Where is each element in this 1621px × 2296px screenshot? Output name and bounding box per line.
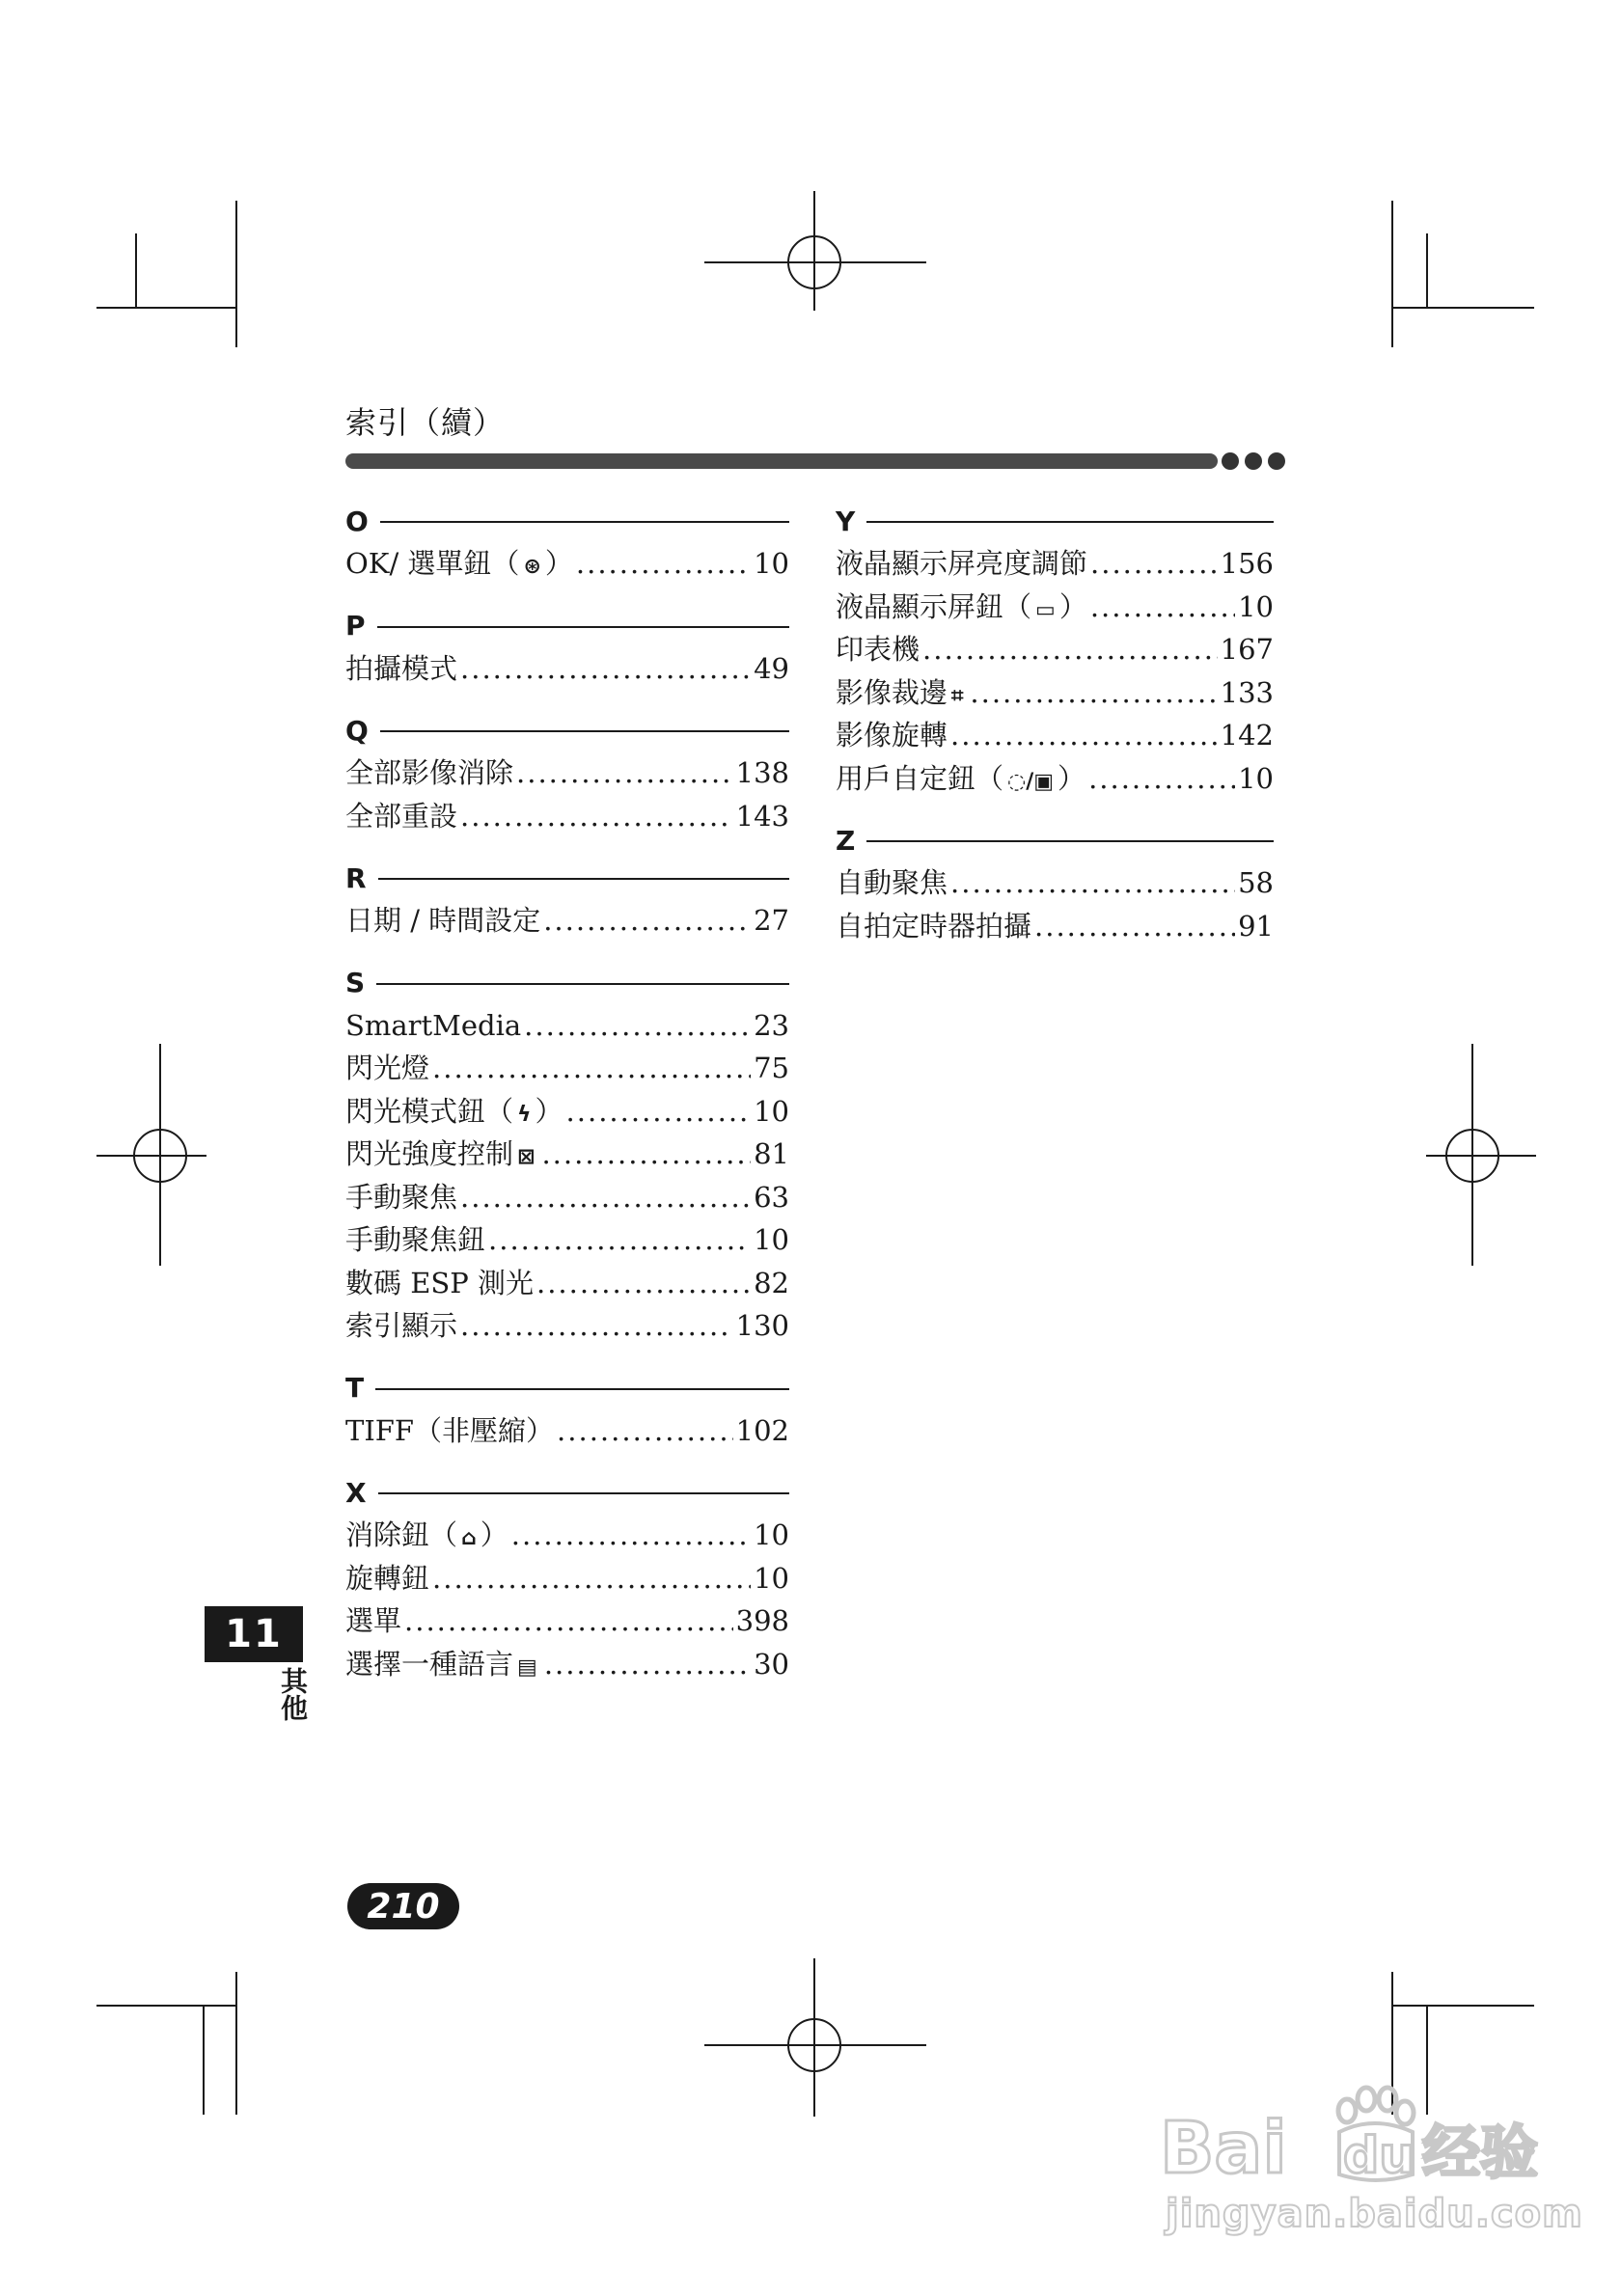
entry-page-number: 23 bbox=[754, 1008, 789, 1042]
entry-name: 閃光燈 bbox=[345, 1052, 430, 1084]
index-letter: Q bbox=[345, 714, 369, 747]
dot-leader bbox=[922, 628, 1218, 671]
entry-page-number: 10 bbox=[754, 1094, 789, 1128]
rule-dot-1 bbox=[1222, 452, 1239, 470]
entry-name: SmartMedia bbox=[345, 1008, 522, 1042]
chapter-tab: 11 bbox=[205, 1606, 303, 1662]
index-entry bbox=[345, 1304, 789, 1348]
entry-page-number: 133 bbox=[1220, 675, 1274, 709]
entry-page-number: 10 bbox=[754, 1561, 789, 1595]
svg-text:经验: 经验 bbox=[1422, 2119, 1538, 2187]
heading-rule bbox=[375, 1388, 789, 1390]
index-entry bbox=[345, 1409, 789, 1453]
index-entry bbox=[836, 757, 1274, 801]
entry-page-number: 130 bbox=[735, 1309, 789, 1342]
entry-name: 影像旋轉 bbox=[836, 719, 948, 752]
index-entry bbox=[345, 1004, 789, 1048]
dot-leader bbox=[1088, 757, 1235, 801]
dot-leader bbox=[576, 542, 751, 586]
entry-suffix: ） bbox=[1058, 761, 1086, 795]
entry-name: 閃光模式鈕（ bbox=[345, 1094, 514, 1128]
index-letter: Z bbox=[836, 824, 856, 857]
dot-leader bbox=[543, 899, 751, 943]
dot-leader bbox=[524, 1004, 751, 1048]
index-entry bbox=[345, 1176, 789, 1219]
index-entry bbox=[345, 647, 789, 691]
index-group-heading bbox=[345, 500, 789, 542]
index-letter: R bbox=[345, 861, 367, 894]
ok-menu-icon: ⊛ bbox=[523, 555, 541, 579]
entry-page-number: 398 bbox=[735, 1604, 789, 1637]
entry-name: 消除鈕（ bbox=[345, 1518, 458, 1551]
dot-leader bbox=[460, 795, 733, 838]
entry-name: 旋轉鈕 bbox=[345, 1561, 430, 1595]
svg-text:Bai: Bai bbox=[1160, 2107, 1287, 2190]
index-group-heading bbox=[345, 962, 789, 1004]
entry-page-number: 49 bbox=[754, 651, 789, 685]
heading-rule bbox=[378, 878, 789, 880]
index-entry bbox=[345, 542, 789, 586]
index-letter: T bbox=[345, 1372, 365, 1404]
entry-page-number: 82 bbox=[754, 1266, 789, 1299]
entry-page-number: 81 bbox=[754, 1137, 789, 1170]
flash-intensity-icon: ⊠ bbox=[517, 1145, 536, 1169]
entry-page-number: 10 bbox=[754, 1518, 789, 1551]
index-group-s bbox=[345, 962, 789, 1348]
entry-page-number: 30 bbox=[754, 1647, 789, 1681]
index-group-heading bbox=[345, 1471, 789, 1514]
dot-leader bbox=[557, 1409, 733, 1453]
dot-leader bbox=[511, 1514, 751, 1557]
dot-leader bbox=[460, 647, 751, 691]
entry-page-number: 10 bbox=[1238, 589, 1274, 623]
dot-leader bbox=[1034, 905, 1235, 948]
dot-leader bbox=[970, 671, 1217, 715]
entry-page-number: 10 bbox=[754, 547, 789, 580]
entry-page-number: 102 bbox=[735, 1413, 789, 1447]
dot-leader bbox=[516, 752, 733, 795]
index-group-x bbox=[345, 1471, 789, 1685]
entry-name: 液晶顯示屏亮度調節 bbox=[836, 547, 1088, 580]
index-entry bbox=[836, 586, 1274, 629]
index-entry bbox=[345, 1643, 789, 1686]
entry-page-number: 156 bbox=[1220, 547, 1274, 580]
entry-name: 選擇一種語言 bbox=[345, 1647, 514, 1681]
index-entry bbox=[836, 905, 1274, 948]
entry-name: 選單 bbox=[345, 1604, 402, 1637]
entry-page-number: 58 bbox=[1238, 866, 1274, 899]
index-entry bbox=[345, 795, 789, 838]
entry-name: 影像裁邊 bbox=[836, 675, 948, 709]
index-group-heading bbox=[345, 709, 789, 752]
entry-page-number: 63 bbox=[754, 1180, 789, 1214]
page-number: 210 bbox=[347, 1883, 459, 1929]
entry-name: 用戶自定鈕（ bbox=[836, 761, 1004, 795]
index-letter: P bbox=[345, 610, 366, 642]
heading-rule bbox=[866, 840, 1274, 842]
index-column-left bbox=[345, 500, 789, 1705]
entry-name: 手動聚焦鈕 bbox=[345, 1223, 486, 1256]
index-entry bbox=[836, 671, 1274, 715]
index-group-z bbox=[836, 819, 1274, 947]
dot-leader bbox=[950, 861, 1235, 905]
registration-mark-top bbox=[704, 191, 926, 311]
index-column-right bbox=[836, 500, 1274, 967]
dot-leader bbox=[432, 1557, 751, 1600]
index-group-heading bbox=[836, 819, 1274, 861]
heading-rule bbox=[380, 730, 789, 732]
index-entry bbox=[345, 1047, 789, 1090]
heading-rule bbox=[377, 626, 789, 628]
entry-page-number: 91 bbox=[1238, 909, 1274, 943]
index-group-heading bbox=[836, 500, 1274, 542]
monitor-icon: ▭ bbox=[1035, 597, 1056, 622]
dot-leader bbox=[536, 1262, 751, 1305]
registration-mark-right bbox=[1426, 1044, 1536, 1266]
dot-leader bbox=[404, 1599, 733, 1643]
watermark-url: jingyan.baidu.com bbox=[1166, 2192, 1583, 2236]
dot-leader bbox=[1090, 542, 1218, 586]
entry-name: 印表機 bbox=[836, 633, 920, 666]
entry-suffix: ） bbox=[544, 547, 573, 580]
entry-page-number: 27 bbox=[754, 904, 789, 937]
dot-leader bbox=[544, 1643, 751, 1686]
heading-rule bbox=[376, 983, 789, 985]
registration-mark-bottom bbox=[704, 1958, 926, 2117]
heading-rule bbox=[380, 521, 789, 523]
index-letter: Y bbox=[836, 505, 856, 537]
index-entry bbox=[836, 542, 1274, 586]
chapter-label: 其他 bbox=[277, 1667, 309, 1721]
entry-name: TIFF（非壓縮） bbox=[345, 1413, 555, 1447]
flash-icon: ϟ bbox=[517, 1102, 532, 1127]
rule-dot-2 bbox=[1245, 452, 1262, 470]
entry-name: 日期 / 時間設定 bbox=[345, 904, 541, 937]
index-entry bbox=[836, 714, 1274, 757]
index-entry bbox=[836, 628, 1274, 671]
index-group-y bbox=[836, 500, 1274, 800]
dot-leader bbox=[488, 1218, 751, 1262]
entry-name: 液晶顯示屏鈕（ bbox=[836, 589, 1032, 623]
section-title: 索引（續） bbox=[345, 404, 506, 441]
entry-suffix: ） bbox=[535, 1094, 563, 1128]
dot-leader bbox=[566, 1090, 752, 1134]
dot-leader bbox=[1090, 586, 1235, 629]
heading-rule bbox=[378, 1492, 789, 1494]
baidu-jingyan-logo bbox=[1158, 2084, 1544, 2190]
index-entry bbox=[345, 1133, 789, 1176]
index-group-t bbox=[345, 1367, 789, 1453]
entry-name: 索引顯示 bbox=[345, 1309, 458, 1342]
erase-icon: ⌂ bbox=[461, 1526, 477, 1550]
title-rule-bar bbox=[345, 453, 1218, 469]
entry-page-number: 142 bbox=[1220, 719, 1274, 752]
entry-suffix: ） bbox=[1058, 589, 1087, 623]
index-group-p bbox=[345, 605, 789, 691]
language-icon: ▤ bbox=[517, 1654, 537, 1680]
index-group-heading bbox=[345, 605, 789, 647]
entry-page-number: 10 bbox=[754, 1223, 789, 1256]
svg-text:du: du bbox=[1343, 2127, 1415, 2185]
dot-leader bbox=[541, 1133, 751, 1176]
index-group-q bbox=[345, 709, 789, 837]
entry-name: 手動聚焦 bbox=[345, 1180, 458, 1214]
entry-name: 全部重設 bbox=[345, 799, 458, 833]
entry-page-number: 10 bbox=[1238, 761, 1274, 795]
entry-page-number: 167 bbox=[1220, 633, 1274, 666]
entry-page-number: 143 bbox=[735, 799, 789, 833]
index-letter: O bbox=[345, 505, 369, 537]
dot-leader bbox=[950, 714, 1218, 757]
entry-page-number: 138 bbox=[735, 756, 789, 789]
index-entry bbox=[345, 899, 789, 943]
index-letter: X bbox=[345, 1476, 367, 1509]
rule-dot-3 bbox=[1268, 452, 1285, 470]
trim-icon: ⌗ bbox=[951, 683, 964, 708]
entry-suffix: ） bbox=[480, 1518, 508, 1551]
index-entry bbox=[345, 1218, 789, 1262]
index-entry bbox=[345, 1514, 789, 1557]
entry-name: 數碼 ESP 測光 bbox=[345, 1266, 534, 1299]
index-letter: S bbox=[345, 967, 366, 998]
index-group-heading bbox=[345, 857, 789, 899]
entry-name: 自動聚焦 bbox=[836, 866, 948, 899]
index-entry bbox=[345, 1262, 789, 1305]
index-group-r bbox=[345, 857, 789, 943]
index-entry bbox=[836, 861, 1274, 905]
dot-leader bbox=[460, 1176, 751, 1219]
index-entry bbox=[345, 1557, 789, 1600]
entry-name: 全部影像消除 bbox=[345, 756, 514, 789]
index-group-o bbox=[345, 500, 789, 586]
dot-leader bbox=[432, 1047, 751, 1090]
index-entry bbox=[345, 1090, 789, 1134]
heading-rule bbox=[866, 521, 1274, 523]
entry-page-number: 75 bbox=[754, 1052, 789, 1084]
entry-name: OK/ 選單鈕（ bbox=[345, 547, 520, 580]
index-entry bbox=[345, 752, 789, 795]
entry-name: 拍攝模式 bbox=[345, 651, 458, 685]
index-group-heading bbox=[345, 1367, 789, 1409]
index-entry bbox=[345, 1599, 789, 1643]
entry-name: 自拍定時器拍攝 bbox=[836, 909, 1032, 943]
custom-button-icon: ◌/▣ bbox=[1007, 769, 1055, 794]
registration-mark-left bbox=[96, 1044, 206, 1266]
entry-name: 閃光強度控制 bbox=[345, 1137, 514, 1170]
dot-leader bbox=[460, 1304, 733, 1348]
